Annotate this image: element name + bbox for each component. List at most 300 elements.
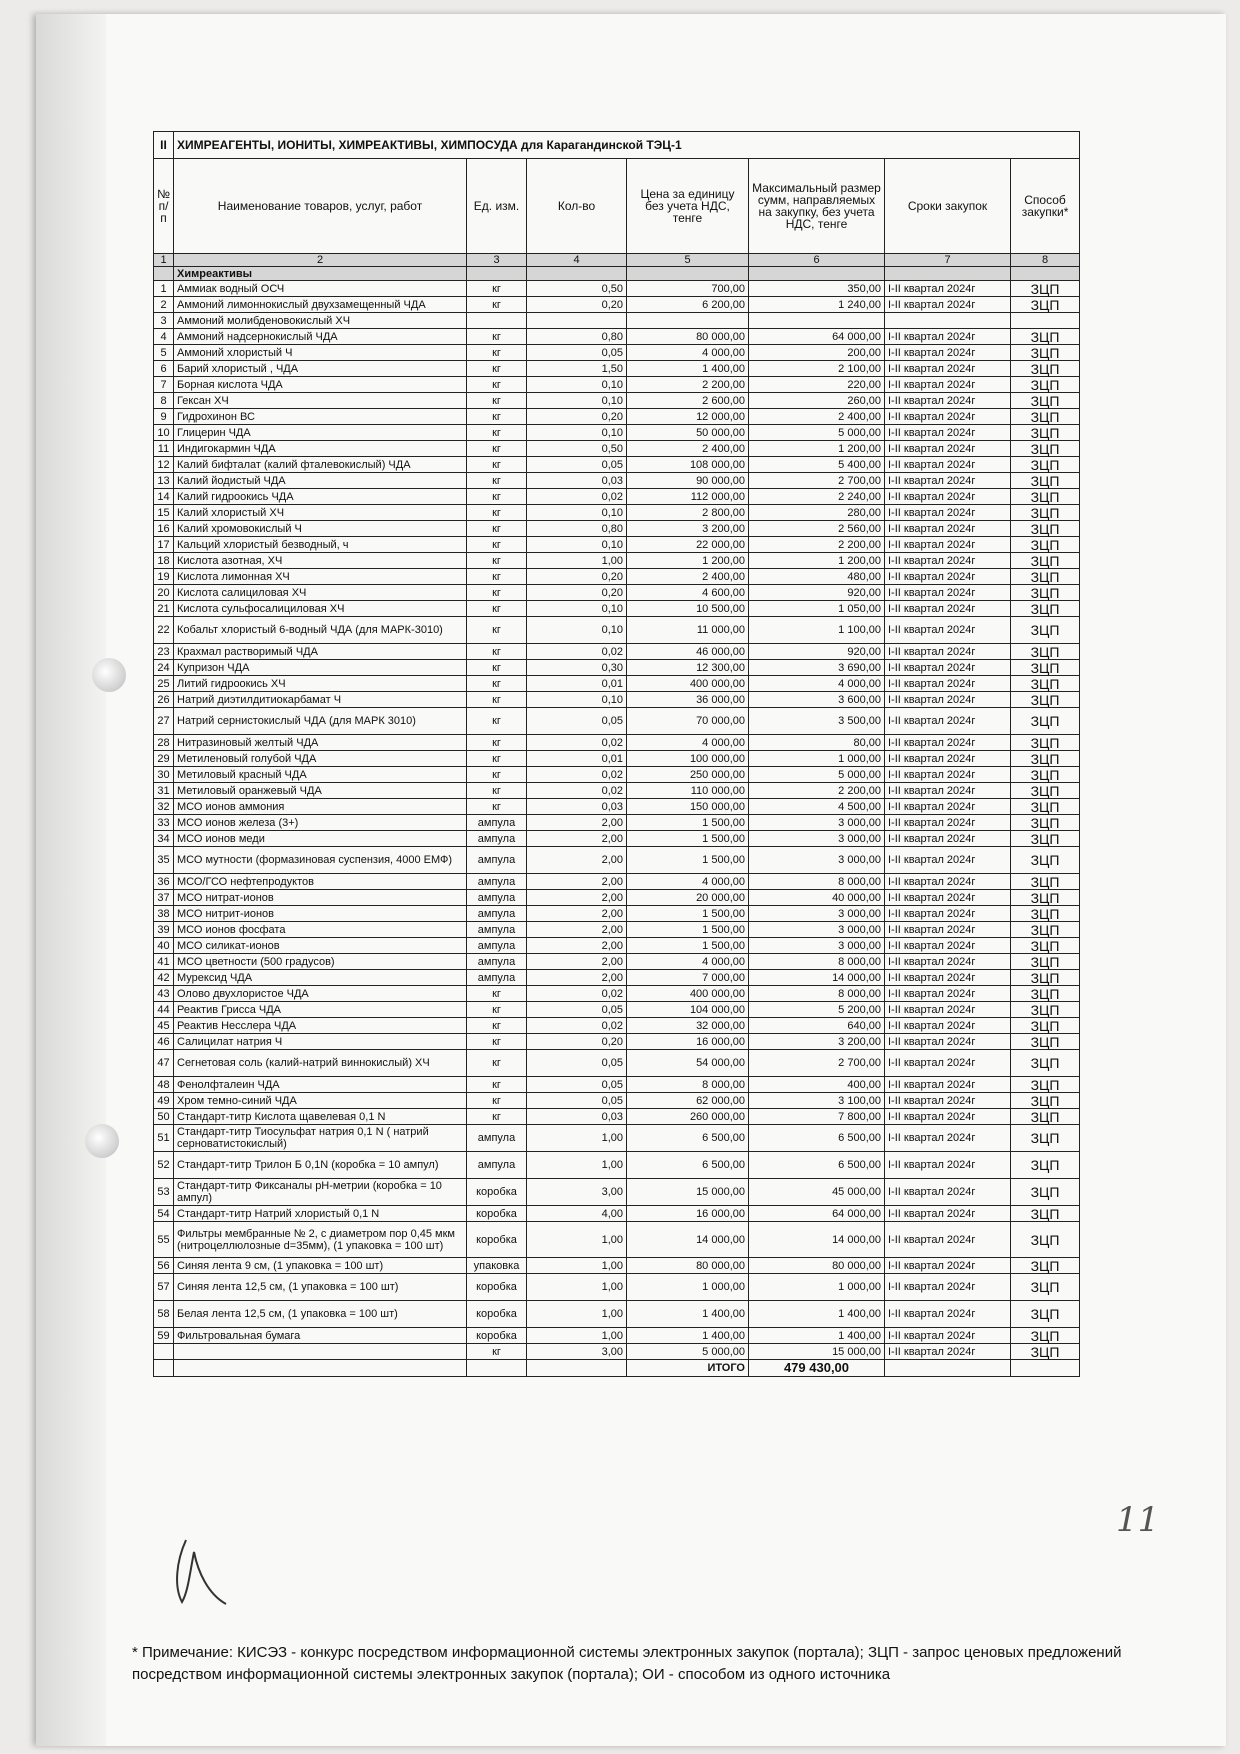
procurement-method: ЗЦП — [1011, 521, 1080, 537]
procurement-method: ЗЦП — [1011, 676, 1080, 692]
total-label: ИТОГО — [627, 1360, 749, 1377]
max-sum: 3 100,00 — [749, 1093, 885, 1109]
max-sum: 5 000,00 — [749, 767, 885, 783]
unit-price: 12 000,00 — [627, 409, 749, 425]
row-number — [154, 1344, 174, 1360]
unit: ампула — [467, 938, 527, 954]
item-name: Кальций хлористый безводный, ч — [174, 537, 467, 553]
procurement-period: I-II квартал 2024г — [885, 1328, 1011, 1344]
procurement-period: I-II квартал 2024г — [885, 1179, 1011, 1206]
unit-price: 80 000,00 — [627, 329, 749, 345]
quantity: 4,00 — [527, 1206, 627, 1222]
table-row — [154, 660, 1080, 676]
unit: кг — [467, 425, 527, 441]
procurement-method: ЗЦП — [1011, 767, 1080, 783]
item-name: Салицилат натрия Ч — [174, 1034, 467, 1050]
quantity: 3,00 — [527, 1344, 627, 1360]
table-row — [154, 1179, 1080, 1206]
header-method: Способ закупки* — [1011, 159, 1080, 254]
quantity: 1,00 — [527, 1152, 627, 1179]
table-row — [154, 1301, 1080, 1328]
unit-price: 4 000,00 — [627, 345, 749, 361]
quantity: 0,03 — [527, 1109, 627, 1125]
max-sum: 14 000,00 — [749, 970, 885, 986]
max-sum: 8 000,00 — [749, 954, 885, 970]
item-name: Фенолфталеин ЧДА — [174, 1077, 467, 1093]
unit-price: 22 000,00 — [627, 537, 749, 553]
unit-price: 54 000,00 — [627, 1050, 749, 1077]
quantity: 0,10 — [527, 377, 627, 393]
unit-price: 62 000,00 — [627, 1093, 749, 1109]
table-row — [154, 489, 1080, 505]
max-sum: 1 000,00 — [749, 751, 885, 767]
procurement-method: ЗЦП — [1011, 1274, 1080, 1301]
total-value: 479 430,00 — [749, 1360, 885, 1377]
procurement-method: ЗЦП — [1011, 751, 1080, 767]
procurement-method: ЗЦП — [1011, 329, 1080, 345]
quantity — [527, 313, 627, 329]
item-name: Аммоний молибденовокислый ХЧ — [174, 313, 467, 329]
procurement-period: I-II квартал 2024г — [885, 1034, 1011, 1050]
unit-price: 400 000,00 — [627, 676, 749, 692]
procurement-method: ЗЦП — [1011, 938, 1080, 954]
table-row — [154, 377, 1080, 393]
footnote: * Примечание: КИСЭЗ - конкурс посредством информационной системы электронных закупок (портала); ЗЦП - запрос ценовых предложений посредством информационной системы электронных закупок (портала); ОИ - способом из одного источника — [132, 1644, 1122, 1683]
max-sum: 4 000,00 — [749, 676, 885, 692]
unit-price: 20 000,00 — [627, 890, 749, 906]
unit: коробка — [467, 1179, 527, 1206]
item-name: Сегнетовая соль (калий-натрий виннокислый) ХЧ — [174, 1050, 467, 1077]
unit-price: 4 600,00 — [627, 585, 749, 601]
unit-price: 1 500,00 — [627, 815, 749, 831]
item-name: Борная кислота ЧДА — [174, 377, 467, 393]
unit — [467, 313, 527, 329]
max-sum: 40 000,00 — [749, 890, 885, 906]
procurement-period: I-II квартал 2024г — [885, 644, 1011, 660]
quantity: 0,20 — [527, 1034, 627, 1050]
procurement-period: I-II квартал 2024г — [885, 489, 1011, 505]
column-number: 3 — [467, 254, 527, 267]
unit: кг — [467, 505, 527, 521]
item-name: МСО силикат-ионов — [174, 938, 467, 954]
table-row — [154, 1258, 1080, 1274]
item-name: Купризон ЧДА — [174, 660, 467, 676]
table-row — [154, 874, 1080, 890]
row-number: 2 — [154, 297, 174, 313]
item-name: Синяя лента 12,5 см, (1 упаковка = 100 шт) — [174, 1274, 467, 1301]
item-name: МСО ионов фосфата — [174, 922, 467, 938]
procurement-period: I-II квартал 2024г — [885, 708, 1011, 735]
unit: кг — [467, 569, 527, 585]
unit-price: 15 000,00 — [627, 1179, 749, 1206]
unit-price: 1 500,00 — [627, 831, 749, 847]
row-number: 18 — [154, 553, 174, 569]
row-number: 8 — [154, 393, 174, 409]
row-number: 41 — [154, 954, 174, 970]
quantity: 0,05 — [527, 708, 627, 735]
unit-price: 1 000,00 — [627, 1274, 749, 1301]
quantity: 1,00 — [527, 1301, 627, 1328]
max-sum: 350,00 — [749, 281, 885, 297]
row-number: 34 — [154, 831, 174, 847]
max-sum: 1 000,00 — [749, 1274, 885, 1301]
quantity: 0,02 — [527, 767, 627, 783]
procurement-period: I-II квартал 2024г — [885, 1018, 1011, 1034]
procurement-period: I-II квартал 2024г — [885, 297, 1011, 313]
section-row — [154, 132, 1080, 159]
max-sum: 45 000,00 — [749, 1179, 885, 1206]
row-number: 53 — [154, 1179, 174, 1206]
max-sum: 6 500,00 — [749, 1152, 885, 1179]
table-row — [154, 708, 1080, 735]
max-sum: 4 500,00 — [749, 799, 885, 815]
procurement-period: I-II квартал 2024г — [885, 890, 1011, 906]
item-name: Калий гидроокись ЧДА — [174, 489, 467, 505]
quantity: 2,00 — [527, 954, 627, 970]
procurement-period: I-II квартал 2024г — [885, 1109, 1011, 1125]
max-sum: 64 000,00 — [749, 1206, 885, 1222]
column-number: 4 — [527, 254, 627, 267]
table-row — [154, 297, 1080, 313]
max-sum: 64 000,00 — [749, 329, 885, 345]
quantity: 0,02 — [527, 489, 627, 505]
procurement-period: I-II квартал 2024г — [885, 393, 1011, 409]
procurement-period: I-II квартал 2024г — [885, 676, 1011, 692]
quantity: 1,50 — [527, 361, 627, 377]
item-name: МСО мутности (формазиновая суспензия, 4000 ЕМФ) — [174, 847, 467, 874]
procurement-period: I-II квартал 2024г — [885, 601, 1011, 617]
max-sum: 200,00 — [749, 345, 885, 361]
procurement-period: I-II квартал 2024г — [885, 505, 1011, 521]
quantity: 1,00 — [527, 1222, 627, 1258]
procurement-method: ЗЦП — [1011, 692, 1080, 708]
procurement-period: I-II квартал 2024г — [885, 329, 1011, 345]
max-sum: 1 100,00 — [749, 617, 885, 644]
procurement-period: I-II квартал 2024г — [885, 1152, 1011, 1179]
unit-price: 110 000,00 — [627, 783, 749, 799]
quantity: 0,20 — [527, 585, 627, 601]
quantity: 2,00 — [527, 815, 627, 831]
table-row — [154, 890, 1080, 906]
procurement-method: ЗЦП — [1011, 569, 1080, 585]
max-sum: 3 000,00 — [749, 906, 885, 922]
procurement-period: I-II квартал 2024г — [885, 954, 1011, 970]
table-row — [154, 676, 1080, 692]
unit-price: 1 500,00 — [627, 922, 749, 938]
unit: кг — [467, 1077, 527, 1093]
unit: коробка — [467, 1206, 527, 1222]
procurement-period: I-II квартал 2024г — [885, 1274, 1011, 1301]
unit-price: 2 200,00 — [627, 377, 749, 393]
procurement-method: ЗЦП — [1011, 393, 1080, 409]
unit: ампула — [467, 874, 527, 890]
procurement-method: ЗЦП — [1011, 847, 1080, 874]
unit: кг — [467, 329, 527, 345]
max-sum: 260,00 — [749, 393, 885, 409]
quantity: 0,10 — [527, 537, 627, 553]
quantity: 0,05 — [527, 1077, 627, 1093]
row-number: 48 — [154, 1077, 174, 1093]
unit-price: 5 000,00 — [627, 1344, 749, 1360]
row-number: 40 — [154, 938, 174, 954]
punch-hole-bottom — [85, 1124, 119, 1158]
row-number: 14 — [154, 489, 174, 505]
procurement-method: ЗЦП — [1011, 1002, 1080, 1018]
table-row — [154, 922, 1080, 938]
quantity: 1,00 — [527, 1258, 627, 1274]
row-number: 30 — [154, 767, 174, 783]
unit-price: 3 200,00 — [627, 521, 749, 537]
max-sum: 3 000,00 — [749, 831, 885, 847]
unit: кг — [467, 1050, 527, 1077]
max-sum: 2 100,00 — [749, 361, 885, 377]
unit: кг — [467, 409, 527, 425]
procurement-period: I-II квартал 2024г — [885, 345, 1011, 361]
unit: кг — [467, 986, 527, 1002]
procurement-method: ЗЦП — [1011, 954, 1080, 970]
item-name: Аммоний лимоннокислый двухзамещенный ЧДА — [174, 297, 467, 313]
row-number: 7 — [154, 377, 174, 393]
row-number: 29 — [154, 751, 174, 767]
header-price: Цена за единицу без учета НДС, тенге — [627, 159, 749, 254]
unit: кг — [467, 473, 527, 489]
table-row — [154, 281, 1080, 297]
row-number: 42 — [154, 970, 174, 986]
procurement-method: ЗЦП — [1011, 660, 1080, 676]
procurement-method: ЗЦП — [1011, 1258, 1080, 1274]
procurement-period: I-II квартал 2024г — [885, 1258, 1011, 1274]
unit-price: 700,00 — [627, 281, 749, 297]
procurement-method: ЗЦП — [1011, 441, 1080, 457]
row-number: 23 — [154, 644, 174, 660]
procurement-method: ЗЦП — [1011, 1093, 1080, 1109]
unit-price: 32 000,00 — [627, 1018, 749, 1034]
unit: ампула — [467, 1152, 527, 1179]
procurement-period: I-II квартал 2024г — [885, 1222, 1011, 1258]
procurement-period: I-II квартал 2024г — [885, 1093, 1011, 1109]
procurement-method: ЗЦП — [1011, 986, 1080, 1002]
table-row — [154, 1274, 1080, 1301]
table-row — [154, 986, 1080, 1002]
item-name: МСО ионов аммония — [174, 799, 467, 815]
unit-price: 80 000,00 — [627, 1258, 749, 1274]
procurement-period: I-II квартал 2024г — [885, 874, 1011, 890]
procurement-method: ЗЦП — [1011, 585, 1080, 601]
unit-price: 1 500,00 — [627, 847, 749, 874]
unit: кг — [467, 617, 527, 644]
procurement-method: ЗЦП — [1011, 735, 1080, 751]
procurement-period: I-II квартал 2024г — [885, 1301, 1011, 1328]
unit-price: 104 000,00 — [627, 1002, 749, 1018]
procurement-method: ЗЦП — [1011, 617, 1080, 644]
unit-price: 6 500,00 — [627, 1125, 749, 1152]
max-sum: 1 200,00 — [749, 441, 885, 457]
unit: кг — [467, 1093, 527, 1109]
row-number: 17 — [154, 537, 174, 553]
quantity: 0,10 — [527, 425, 627, 441]
table-row — [154, 1034, 1080, 1050]
row-number: 20 — [154, 585, 174, 601]
unit: кг — [467, 489, 527, 505]
unit: ампула — [467, 847, 527, 874]
item-name: Калий йодистый ЧДА — [174, 473, 467, 489]
max-sum: 7 800,00 — [749, 1109, 885, 1125]
procurement-method: ЗЦП — [1011, 457, 1080, 473]
unit: коробка — [467, 1222, 527, 1258]
punch-hole-top — [92, 658, 126, 692]
quantity: 0,05 — [527, 1002, 627, 1018]
procurement-period: I-II квартал 2024г — [885, 1125, 1011, 1152]
unit-price: 400 000,00 — [627, 986, 749, 1002]
table-row — [154, 1125, 1080, 1152]
item-name: Калий бифталат (калий фталевокислый) ЧДА — [174, 457, 467, 473]
procurement-period: I-II квартал 2024г — [885, 847, 1011, 874]
unit-price: 6 500,00 — [627, 1152, 749, 1179]
procurement-period: I-II квартал 2024г — [885, 409, 1011, 425]
section-title: ХИМРЕАГЕНТЫ, ИОНИТЫ, ХИМРЕАКТИВЫ, ХИМПОСУДА для Карагандинской ТЭЦ-1 — [174, 132, 1080, 159]
unit-price: 112 000,00 — [627, 489, 749, 505]
procurement-method: ЗЦП — [1011, 377, 1080, 393]
table-row — [154, 329, 1080, 345]
table-row — [154, 644, 1080, 660]
procurement-period: I-II квартал 2024г — [885, 1002, 1011, 1018]
quantity: 0,10 — [527, 393, 627, 409]
procurement-period: I-II квартал 2024г — [885, 1344, 1011, 1360]
procurement-period: I-II квартал 2024г — [885, 815, 1011, 831]
column-number: 1 — [154, 254, 174, 267]
procurement-period: I-II квартал 2024г — [885, 553, 1011, 569]
row-number: 44 — [154, 1002, 174, 1018]
item-name: Крахмал растворимый ЧДА — [174, 644, 467, 660]
unit-price: 12 300,00 — [627, 660, 749, 676]
table-row — [154, 473, 1080, 489]
item-name: Литий гидроокись ХЧ — [174, 676, 467, 692]
unit-price: 1 200,00 — [627, 553, 749, 569]
max-sum: 3 000,00 — [749, 847, 885, 874]
row-number: 13 — [154, 473, 174, 489]
row-number: 22 — [154, 617, 174, 644]
max-sum: 3 600,00 — [749, 692, 885, 708]
procurement-method: ЗЦП — [1011, 799, 1080, 815]
unit-price: 2 400,00 — [627, 569, 749, 585]
quantity: 0,50 — [527, 441, 627, 457]
procurement-method: ЗЦП — [1011, 1328, 1080, 1344]
row-number: 46 — [154, 1034, 174, 1050]
table-row — [154, 1328, 1080, 1344]
unit-price: 8 000,00 — [627, 1077, 749, 1093]
header-row — [154, 159, 1080, 254]
procurement-method: ЗЦП — [1011, 644, 1080, 660]
table-row — [154, 1093, 1080, 1109]
procurement-method: ЗЦП — [1011, 473, 1080, 489]
unit-price: 260 000,00 — [627, 1109, 749, 1125]
procurement-period: I-II квартал 2024г — [885, 521, 1011, 537]
unit: кг — [467, 644, 527, 660]
table-row — [154, 906, 1080, 922]
quantity: 2,00 — [527, 874, 627, 890]
procurement-period: I-II квартал 2024г — [885, 361, 1011, 377]
max-sum: 2 200,00 — [749, 783, 885, 799]
quantity: 0,02 — [527, 986, 627, 1002]
procurement-period: I-II квартал 2024г — [885, 938, 1011, 954]
max-sum: 920,00 — [749, 644, 885, 660]
procurement-method: ЗЦП — [1011, 1034, 1080, 1050]
procurement-method: ЗЦП — [1011, 1125, 1080, 1152]
table-row — [154, 361, 1080, 377]
row-number: 56 — [154, 1258, 174, 1274]
table-row — [154, 938, 1080, 954]
max-sum: 400,00 — [749, 1077, 885, 1093]
quantity: 2,00 — [527, 847, 627, 874]
row-number: 31 — [154, 783, 174, 799]
unit-price: 1 400,00 — [627, 1328, 749, 1344]
item-name: Калий хлористый ХЧ — [174, 505, 467, 521]
procurement-period: I-II квартал 2024г — [885, 425, 1011, 441]
unit-price: 7 000,00 — [627, 970, 749, 986]
unit: кг — [467, 1002, 527, 1018]
max-sum: 15 000,00 — [749, 1344, 885, 1360]
table-row — [154, 783, 1080, 799]
table-row — [154, 1018, 1080, 1034]
item-name — [174, 1344, 467, 1360]
table-row — [154, 751, 1080, 767]
procurement-period: I-II квартал 2024г — [885, 585, 1011, 601]
max-sum: 5 200,00 — [749, 1002, 885, 1018]
item-name: Синяя лента 9 см, (1 упаковка = 100 шт) — [174, 1258, 467, 1274]
unit: кг — [467, 601, 527, 617]
row-number: 58 — [154, 1301, 174, 1328]
unit: ампула — [467, 815, 527, 831]
procurement-method — [1011, 313, 1080, 329]
quantity: 0,20 — [527, 569, 627, 585]
unit-price: 70 000,00 — [627, 708, 749, 735]
max-sum: 2 700,00 — [749, 1050, 885, 1077]
quantity: 0,02 — [527, 644, 627, 660]
row-number: 9 — [154, 409, 174, 425]
section-number: II — [154, 132, 174, 159]
row-number: 51 — [154, 1125, 174, 1152]
quantity: 0,30 — [527, 660, 627, 676]
unit: ампула — [467, 1125, 527, 1152]
quantity: 1,00 — [527, 1274, 627, 1301]
quantity: 1,00 — [527, 1125, 627, 1152]
table-row — [154, 1109, 1080, 1125]
unit: ампула — [467, 922, 527, 938]
procurement-period: I-II квартал 2024г — [885, 1050, 1011, 1077]
procurement-period: I-II квартал 2024г — [885, 783, 1011, 799]
unit-price: 36 000,00 — [627, 692, 749, 708]
unit-price: 1 500,00 — [627, 906, 749, 922]
unit-price: 2 600,00 — [627, 393, 749, 409]
max-sum: 3 200,00 — [749, 1034, 885, 1050]
max-sum: 3 690,00 — [749, 660, 885, 676]
max-sum: 2 200,00 — [749, 537, 885, 553]
table-row — [154, 954, 1080, 970]
unit: коробка — [467, 1301, 527, 1328]
procurement-method: ЗЦП — [1011, 1301, 1080, 1328]
procurement-period: I-II квартал 2024г — [885, 457, 1011, 473]
quantity: 0,01 — [527, 751, 627, 767]
table-row — [154, 1077, 1080, 1093]
header-no: № п/п — [154, 159, 174, 254]
quantity: 1,00 — [527, 1328, 627, 1344]
procurement-table-body — [154, 132, 1080, 1377]
table-row — [154, 345, 1080, 361]
max-sum: 14 000,00 — [749, 1222, 885, 1258]
item-name: Кислота сульфосалициловая ХЧ — [174, 601, 467, 617]
quantity: 0,10 — [527, 617, 627, 644]
item-name: МСО нитрат-ионов — [174, 890, 467, 906]
